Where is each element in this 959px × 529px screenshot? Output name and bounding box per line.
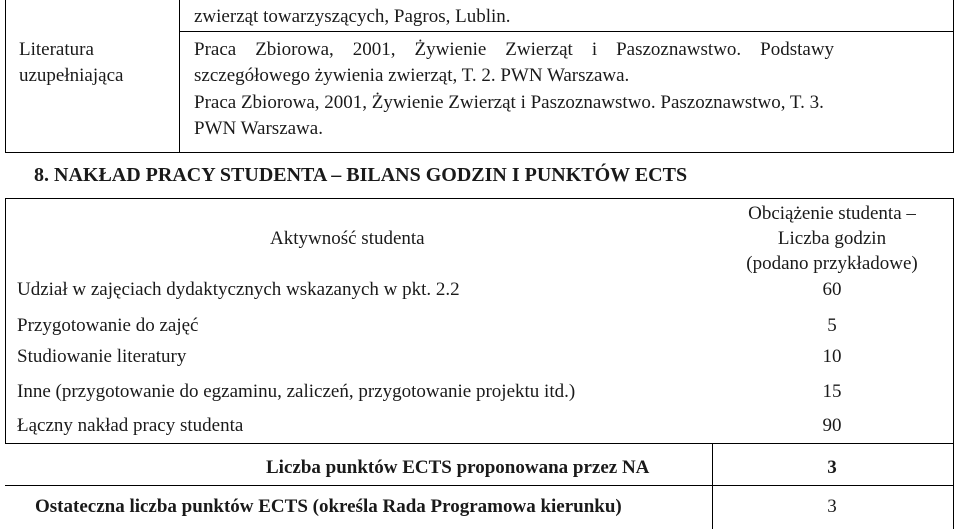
table-row-hours: 15 [822,381,842,402]
header-activity: Aktywność studenta [270,228,425,249]
ects-final-label: Ostateczna liczba punktów ECTS (określa Rada Programowa kierunku) [35,496,622,517]
literature-row-divider [179,31,954,32]
header-load-line3: (podano przykładowe) [746,253,918,274]
ects-proposed-value: 3 [827,457,837,478]
table-border [5,198,6,443]
table-row-hours: 90 [822,415,842,436]
section-heading: 8. NAKŁAD PRACY STUDENTA – BILANS GODZIN I PUNKTÓW ECTS [34,164,688,186]
table-row-hours: 10 [822,346,842,367]
literature-column-divider [179,0,180,152]
literature-label-line2: uzupełniająca [19,65,124,86]
table-row-activity: Inne (przygotowanie do egzaminu, zaliczeń, przygotowanie projektu itd.) [17,381,576,402]
literature-entry-line: szczegółowego żywienia zwierząt, T. 2. PWN Warszawa. [194,65,630,86]
literature-entry-line: Praca Zbiorowa, 2001, Żywienie Zwierząt i Paszoznawstwo. Paszoznawstwo, T. 3. [194,92,824,113]
header-load-line1: Obciążenie studenta – [748,203,916,224]
table-border [5,198,954,199]
ects-proposed-label: Liczba punktów ECTS proponowana przez NA [266,457,650,478]
table-row-activity: Udział w zajęciach dydaktycznych wskazanych w pkt. 2.2 [17,279,460,300]
table-row-hours: 5 [827,315,837,336]
header-load-line2: Liczba godzin [777,228,887,249]
table-row-activity: Przygotowanie do zajęć [17,315,199,336]
table-row-hours: 60 [822,279,842,300]
literature-prev-row-text: zwierząt towarzyszących, Pagros, Lublin. [194,6,511,27]
table-border [5,485,954,486]
table-border [5,443,954,444]
literature-entry-line: Praca Zbiorowa, 2001, Żywienie Zwierząt i Paszoznawstwo. Podstawy [194,39,835,60]
literature-label-line1: Literatura [19,39,94,60]
literature-entry-line: PWN Warszawa. [194,118,323,139]
table-row-activity: Studiowanie literatury [17,346,187,367]
table-row-activity: Łączny nakład pracy studenta [17,415,244,436]
ects-final-value: 3 [827,496,837,517]
